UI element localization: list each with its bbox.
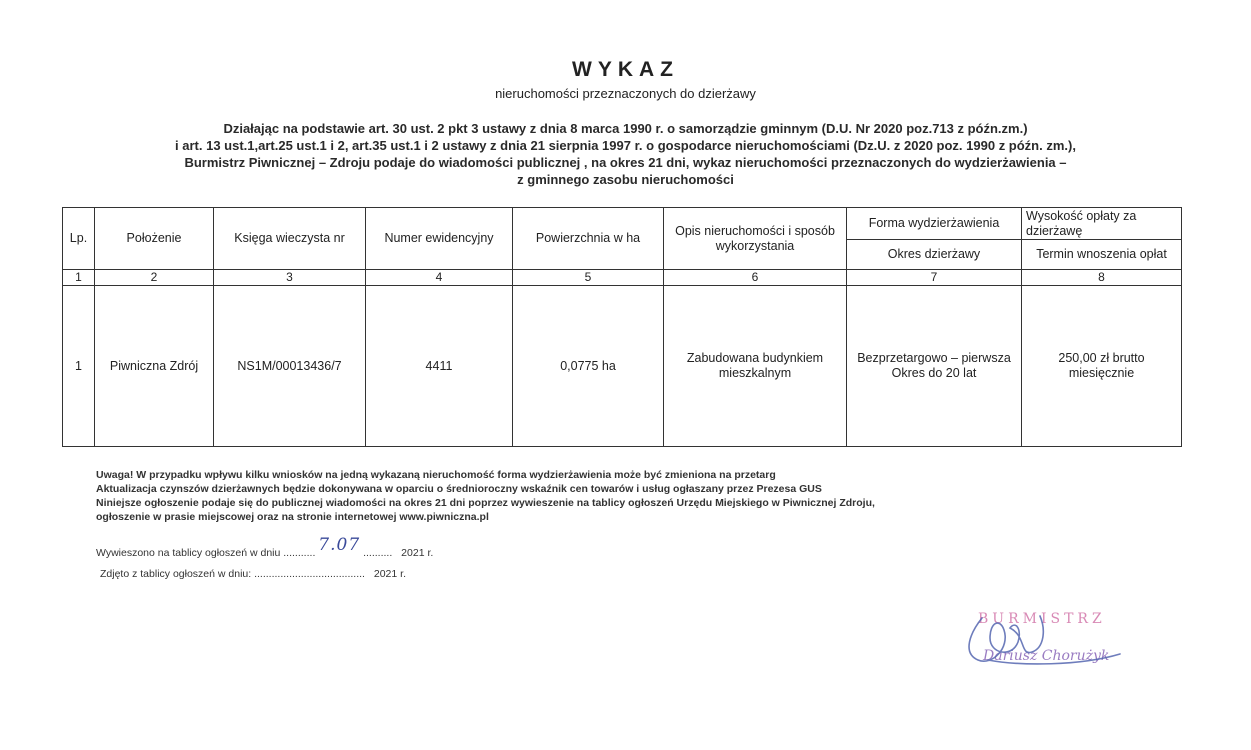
- column-number: 1: [63, 270, 95, 286]
- cell-lease-period: Okres do 20 lat: [891, 366, 977, 380]
- cell-lease-form: Bezprzetargowo – pierwsza: [857, 351, 1011, 365]
- posted-dots: ..........: [363, 547, 393, 559]
- column-number: 5: [513, 270, 664, 286]
- cell-lease: [847, 286, 1022, 447]
- note-line: ogłoszenie w prasie miejscowej oraz na stronie internetowej www.piwniczna.pl: [96, 511, 489, 523]
- header-area: Powierzchnia w ha: [513, 208, 664, 270]
- legal-line: Burmistrz Piwnicznej – Zdroju podaje do wiadomości publicznej , na okres 21 dni, wykaz nieruchomości przeznaczonych do wydzierżawienia –: [184, 155, 1067, 170]
- cell-description: Zabudowana budynkiem mieszkalnym: [664, 286, 847, 447]
- legal-line: Działając na podstawie art. 30 ust. 2 pkt 3 ustawy z dnia 8 marca 1990 r. o samorządzie gminnym (D.U. Nr 2020 poz.713 z późn.zm.): [223, 121, 1028, 136]
- removed-dots: ......................................: [254, 568, 365, 580]
- cell-location: Piwniczna Zdrój: [95, 286, 214, 447]
- document-subtitle: nieruchomości przeznaczonych do dzierżawy: [495, 86, 756, 101]
- column-number: 7: [847, 270, 1022, 286]
- removed-label: Zdjęto z tablicy ogłoszeń w dniu:: [100, 568, 252, 580]
- header-lease-period: Okres dzierżawy: [847, 240, 1022, 270]
- header-location: Położenie: [95, 208, 214, 270]
- column-number: 3: [214, 270, 366, 286]
- posted-year: 2021 r.: [401, 547, 434, 559]
- column-number: 6: [664, 270, 847, 286]
- legal-basis-text: [60, 120, 1191, 188]
- table-row: [63, 286, 1182, 447]
- cell-lp: 1: [63, 286, 95, 447]
- posted-line: [96, 535, 434, 561]
- posted-date-handwritten: 7.07: [318, 535, 361, 555]
- signature-scribble: [960, 608, 1130, 673]
- header-lease-form: Forma wydzierżawienia: [847, 208, 1022, 240]
- note-line: Aktualizacja czynszów dzierżawnych będzie dokonywana w oparciu o średnioroczny wskaźnik cen towarów i usług ogłaszany przez Prezesa GUS: [96, 483, 822, 495]
- legal-line: z gminnego zasobu nieruchomości: [517, 172, 734, 187]
- note-line: Niniejsze ogłoszenie podaje się do publicznej wiadomości na okres 21 dni poprzez wywieszenie na tablicy ogłoszeń Urzędu Miejskiego w Piwnicznej Zdroju,: [96, 497, 875, 509]
- cell-fee: 250,00 zł brutto miesięcznie: [1022, 286, 1182, 447]
- header-payment-term: Termin wnoszenia opłat: [1022, 240, 1182, 270]
- header-lp: Lp.: [63, 208, 95, 270]
- column-number: 4: [366, 270, 513, 286]
- legal-line: i art. 13 ust.1,art.25 ust.1 i 2, art.35 ust.1 i 2 ustawy z dnia 21 sierpnia 1997 r. o gospodarce nieruchomościami (Dz.U. z 2020 poz. 1990 z późn. zm.),: [175, 138, 1076, 153]
- property-table: [62, 207, 1182, 447]
- signature-stroke: [969, 616, 1120, 664]
- removed-line: [100, 568, 406, 580]
- header-fee-amount: Wysokość opłaty za dzierżawę: [1022, 208, 1182, 240]
- stamp-name: Dariusz Chorużyk: [983, 648, 1110, 664]
- notes-block: [96, 468, 875, 524]
- cell-land-register: NS1M/00013436/7: [214, 286, 366, 447]
- header-description: Opis nieruchomości i sposób wykorzystania: [664, 208, 847, 270]
- posted-dots: ...........: [283, 547, 316, 559]
- column-number: 8: [1022, 270, 1182, 286]
- cell-record-number: 4411: [366, 286, 513, 447]
- document-title: WYKAZ: [572, 58, 679, 81]
- column-number-row: [63, 270, 1182, 286]
- cell-area: 0,0775 ha: [513, 286, 664, 447]
- column-number: 2: [95, 270, 214, 286]
- note-line: Uwaga! W przypadku wpływu kilku wniosków na jedną wykazaną nieruchomość forma wydzierżawienia może być zmieniona na przetarg: [96, 469, 776, 481]
- stamp-title: BURMISTRZ: [978, 611, 1106, 627]
- header-land-register: Księga wieczysta nr: [214, 208, 366, 270]
- header-record-number: Numer ewidencyjny: [366, 208, 513, 270]
- posted-label: Wywieszono na tablicy ogłoszeń w dniu: [96, 547, 281, 559]
- removed-year: 2021 r.: [373, 568, 406, 580]
